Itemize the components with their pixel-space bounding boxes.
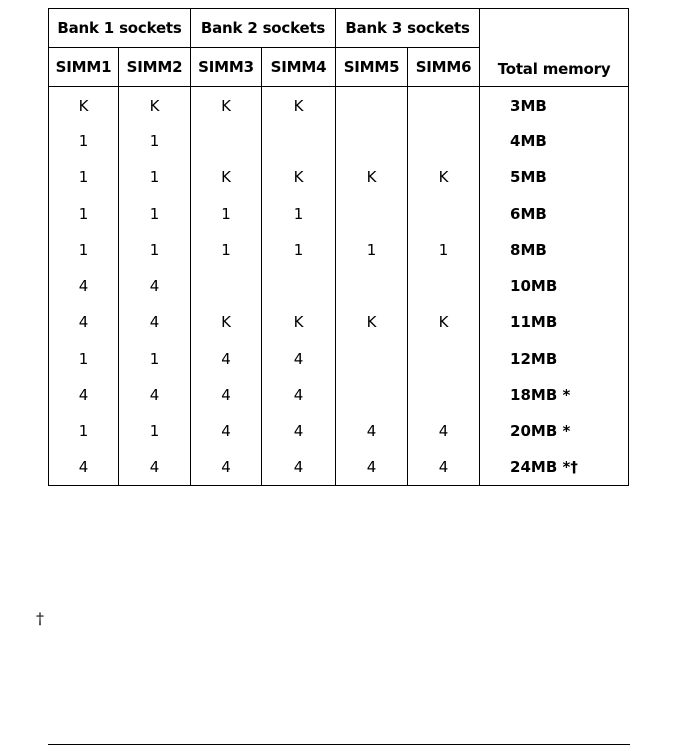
table-cell: 1: [119, 195, 191, 231]
table-row: [49, 268, 629, 304]
table-cell: [191, 268, 262, 304]
table-cell: K: [336, 159, 408, 195]
simm1-header: SIMM1: [49, 48, 119, 87]
table-cell: 4: [262, 341, 336, 377]
table-cell: 1: [336, 232, 408, 268]
simm4-header: SIMM4: [262, 48, 336, 87]
table-row: [49, 195, 629, 231]
table-cell: 1: [49, 123, 119, 159]
table-cell: K: [408, 304, 480, 340]
table-cell: 1: [191, 232, 262, 268]
bank-1-header: Bank 1 sockets: [49, 9, 191, 48]
total-memory-cell: 4MB: [480, 123, 629, 159]
table-cell: [336, 87, 408, 123]
table-cell: 4: [262, 377, 336, 413]
table-cell: 1: [119, 413, 191, 449]
table-cell: 4: [262, 413, 336, 449]
table-cell: 4: [191, 341, 262, 377]
table-cell: 4: [119, 449, 191, 485]
table-cell: 1: [408, 232, 480, 268]
table-cell: [408, 123, 480, 159]
table-row: [49, 232, 629, 268]
table-cell: [408, 268, 480, 304]
table-row: [49, 87, 629, 123]
footnote-dagger: †: [36, 609, 44, 628]
bank-2-header: Bank 2 sockets: [191, 9, 336, 48]
table-cell: [191, 123, 262, 159]
table-cell: 1: [119, 232, 191, 268]
table-cell: 1: [49, 232, 119, 268]
table-cell: K: [191, 159, 262, 195]
total-memory-cell: 6MB: [480, 195, 629, 231]
table-cell: 4: [49, 449, 119, 485]
table-cell: [336, 377, 408, 413]
table-body: [49, 87, 629, 486]
table-cell: K: [262, 87, 336, 123]
table-cell: 1: [119, 123, 191, 159]
table-cell: 1: [49, 195, 119, 231]
total-memory-cell: 3MB: [480, 87, 629, 123]
table-cell: 4: [191, 413, 262, 449]
table-cell: 1: [119, 159, 191, 195]
table-row: [49, 304, 629, 340]
table-cell: 4: [119, 377, 191, 413]
table-cell: 4: [408, 413, 480, 449]
table-cell: [262, 123, 336, 159]
table-row: [49, 159, 629, 195]
simm3-header: SIMM3: [191, 48, 262, 87]
table-cell: K: [191, 304, 262, 340]
table-cell: 1: [119, 341, 191, 377]
table-row: [49, 413, 629, 449]
table-cell: 4: [262, 449, 336, 485]
table-cell: 1: [262, 232, 336, 268]
simm2-header: SIMM2: [119, 48, 191, 87]
table-cell: [336, 341, 408, 377]
table-cell: [408, 195, 480, 231]
total-memory-cell: 5MB: [480, 159, 629, 195]
table-cell: 1: [49, 159, 119, 195]
table-row: [49, 377, 629, 413]
table-row: [49, 341, 629, 377]
table-cell: 1: [49, 341, 119, 377]
bank-3-header: Bank 3 sockets: [336, 9, 480, 48]
bank-header-row: [49, 9, 629, 48]
table-cell: K: [336, 304, 408, 340]
table-cell: K: [262, 159, 336, 195]
page-bottom-rule: [48, 744, 630, 745]
simm5-header: SIMM5: [336, 48, 408, 87]
total-memory-cell: 20MB *: [480, 413, 629, 449]
table-cell: [408, 341, 480, 377]
table-cell: 4: [336, 449, 408, 485]
table-cell: K: [408, 159, 480, 195]
table-cell: [408, 377, 480, 413]
table-row: [49, 123, 629, 159]
simm6-header: SIMM6: [408, 48, 480, 87]
total-memory-cell: 10MB: [480, 268, 629, 304]
table-cell: 4: [119, 304, 191, 340]
table-cell: [262, 268, 336, 304]
table-cell: [336, 123, 408, 159]
table-cell: [336, 195, 408, 231]
table-cell: 4: [191, 377, 262, 413]
table-cell: K: [262, 304, 336, 340]
total-memory-cell: 8MB: [480, 232, 629, 268]
table-cell: 4: [49, 304, 119, 340]
table-cell: K: [119, 87, 191, 123]
total-memory-cell: 12MB: [480, 341, 629, 377]
table-row: [49, 449, 629, 485]
table-cell: 4: [336, 413, 408, 449]
table-cell: K: [49, 87, 119, 123]
table-cell: [336, 268, 408, 304]
table-cell: 4: [191, 449, 262, 485]
table-cell: [408, 87, 480, 123]
table-cell: K: [191, 87, 262, 123]
total-memory-cell: 11MB: [480, 304, 629, 340]
table-cell: 1: [262, 195, 336, 231]
table-cell: 4: [49, 377, 119, 413]
table-cell: 1: [49, 413, 119, 449]
total-memory-header: Total memory: [480, 9, 629, 87]
total-memory-cell: 24MB *†: [480, 449, 629, 485]
table-cell: 4: [408, 449, 480, 485]
table-cell: 4: [49, 268, 119, 304]
total-memory-cell: 18MB *: [480, 377, 629, 413]
table-cell: 4: [119, 268, 191, 304]
simm-configuration-table: [48, 8, 629, 486]
table-cell: 1: [191, 195, 262, 231]
